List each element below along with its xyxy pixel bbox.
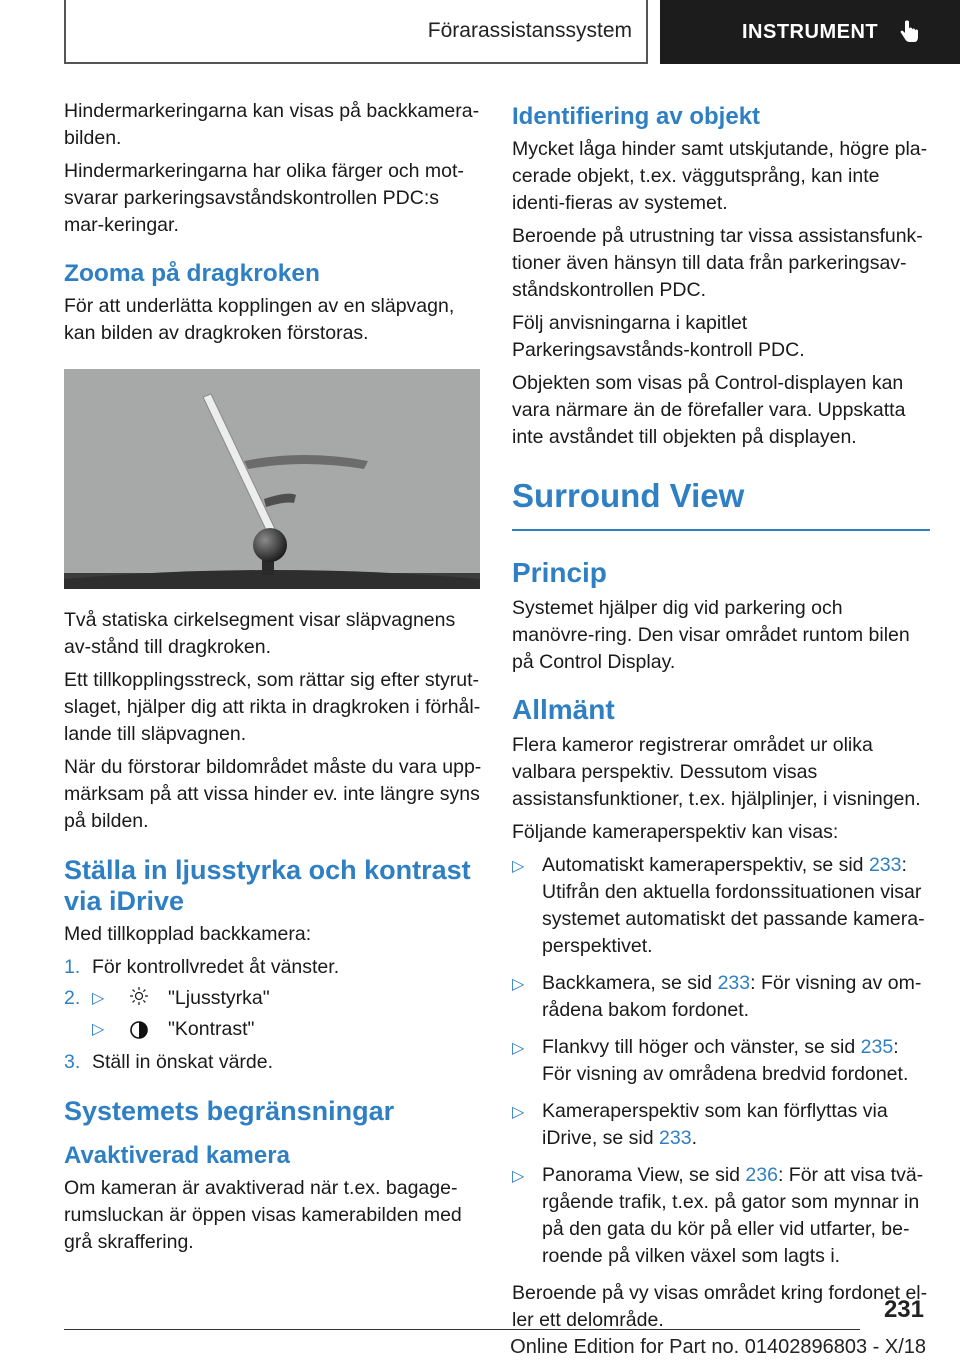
paragraph: Två statiska cirkelsegment visar släpvagnens av-stånd till dragkroken. <box>64 609 456 658</box>
section-tab <box>64 0 648 64</box>
paragraph: Hindermarkeringarna kan visas på backkamera-bilden. <box>64 100 480 149</box>
heading-system-limits: Systemets begränsningar <box>64 1096 395 1126</box>
footer-divider <box>64 1329 860 1330</box>
triangle-bullet-icon: ▷ <box>512 858 525 875</box>
paragraph: Beroende på vy visas området kring fordonet el-ler ett delområde. <box>512 1282 928 1331</box>
paragraph: Om kameran är avaktiverad när t.ex. bagage-rumsluckan är öppen visas kamerabilden med grå skraffering. <box>64 1177 462 1253</box>
paragraph: Följande kameraperspektiv kan visas: <box>512 821 839 843</box>
bullet-text: : För att visa tvä-rgående trafik, t.ex. på gator som mynnar in på den gata du kör på eller vid utfarter, be-roende på vilken växel som lagts i. <box>542 1164 924 1267</box>
list-item <box>512 970 930 1024</box>
heading-brightness-contrast: Ställa in ljusstyrka och kontrast via iDrive <box>64 855 471 916</box>
paragraph: För att underlätta kopplingen av en släpvagn, kan bilden av dragkroken förstoras. <box>64 295 455 344</box>
page-link[interactable]: 236 <box>745 1164 778 1186</box>
paragraph: Följ anvisningarna i kapitlet Parkeringsavstånds-kontroll PDC. <box>512 312 805 361</box>
list-item <box>64 954 482 981</box>
bullet-text: Flankvy till höger och vänster, se sid <box>542 1036 861 1058</box>
page-link[interactable]: 235 <box>860 1036 894 1058</box>
triangle-bullet-icon: ▷ <box>512 1168 525 1185</box>
triangle-bullet-icon: ▷ <box>92 1021 105 1038</box>
page-link[interactable]: 233 <box>868 854 902 876</box>
heading-principle: Princip <box>512 557 607 588</box>
list-item <box>512 852 930 960</box>
list-item <box>64 985 482 1012</box>
contrast-icon <box>128 1019 150 1041</box>
paragraph: Flera kameror registrerar området ur olika valbara perspektiv. Dessutom visas assistansfunktioner, t.ex. hjälplinjer, i visningen. <box>512 734 921 810</box>
paragraph: När du förstorar bildområdet måste du vara upp-märksam på att vissa hinder ev. inte längre syns på bilden. <box>64 756 482 832</box>
paragraph: Ett tillkopplingsstreck, som rättar sig efter styrut-slaget, hjälper dig att rikta in dragkroken i förhål-lande till släpvagnen. <box>64 669 481 745</box>
paragraph: Hindermarkeringarna har olika färger och mot-svarar parkeringsavståndskontrollen PDC:s mar-keringar. <box>64 160 464 236</box>
right-column <box>512 98 930 1340</box>
bullet-text: . <box>691 1127 697 1149</box>
chapter-title: INSTRUMENT <box>742 20 879 43</box>
triangle-bullet-icon: ▷ <box>512 1104 525 1121</box>
paragraph: Objekten som visas på Control-displayen kan vara närmare än de förefaller vara. Uppskatta inte avståndet till objekten på displayen. <box>512 372 906 448</box>
brightness-label: "Ljusstyrka" <box>168 987 270 1009</box>
triangle-bullet-icon: ▷ <box>92 990 105 1007</box>
heading-object-identification: Identifiering av objekt <box>512 103 761 130</box>
step-number: 2. <box>64 987 81 1009</box>
step-number: 1. <box>64 956 81 978</box>
list-item <box>64 1049 482 1076</box>
page-number: 231 <box>883 1296 924 1323</box>
paragraph: Med tillkopplad backkamera: <box>64 923 312 945</box>
hand-pointer-icon <box>896 19 922 45</box>
footer-edition: Online Edition for Part no. 01402896803 - X/18 <box>510 1336 926 1358</box>
page-link[interactable]: 233 <box>717 972 751 994</box>
heading-surround-view: Surround View <box>512 475 930 531</box>
list-item <box>512 1034 930 1088</box>
chapter-tab <box>660 0 960 64</box>
step-number: 3. <box>64 1051 81 1073</box>
triangle-bullet-icon: ▷ <box>512 976 525 993</box>
list-item <box>512 1162 930 1270</box>
contrast-label: "Kontrast" <box>168 1018 255 1040</box>
heading-zoom-hitch: Zooma på dragkroken <box>64 260 320 287</box>
step-text: För kontrollvredet åt vänster. <box>92 956 340 978</box>
left-column <box>64 98 482 1262</box>
heading-general: Allmänt <box>512 694 615 725</box>
triangle-bullet-icon: ▷ <box>512 1040 525 1057</box>
section-title: Förarassistanssystem <box>427 19 632 42</box>
bullet-text: Backkamera, se sid <box>542 972 718 994</box>
hitch-camera-figure <box>64 369 480 589</box>
heading-deactivated-camera: Avaktiverad kamera <box>64 1142 290 1169</box>
paragraph: Beroende på utrustning tar vissa assistansfunk-tioner även hänsyn till data från parkeringsav-ståndskontrollen PDC. <box>512 225 923 301</box>
bullet-text: : Utifrån den aktuella fordonssituationen visar systemet automatiskt det passande kamera-perspektivet. <box>542 854 925 957</box>
step-text: Ställ in önskat värde. <box>92 1051 274 1073</box>
sun-brightness-icon <box>128 985 150 1007</box>
list-item <box>512 1098 930 1152</box>
bullet-text: Automatiskt kameraperspektiv, se sid <box>542 854 869 876</box>
page-link[interactable]: 233 <box>659 1127 692 1149</box>
paragraph: Systemet hjälper dig vid parkering och manövre-ring. Den visar området runtom bilen på Control Display. <box>512 597 910 673</box>
bullet-text: : För visning av om-rådena bakom fordonet. <box>542 972 922 1021</box>
bullet-text: Kameraperspektiv som kan förflyttas via iDrive, se sid <box>542 1100 888 1149</box>
paragraph: Mycket låga hinder samt utskjutande, högre pla-cerade objekt, t.ex. väggutsprång, kan inte identi-fieras av systemet. <box>512 138 928 214</box>
list-subitem <box>92 1016 482 1043</box>
bullet-text: : För visning av områdena bredvid fordonet. <box>542 1036 909 1085</box>
bullet-text: Panorama View, se sid <box>542 1164 746 1186</box>
